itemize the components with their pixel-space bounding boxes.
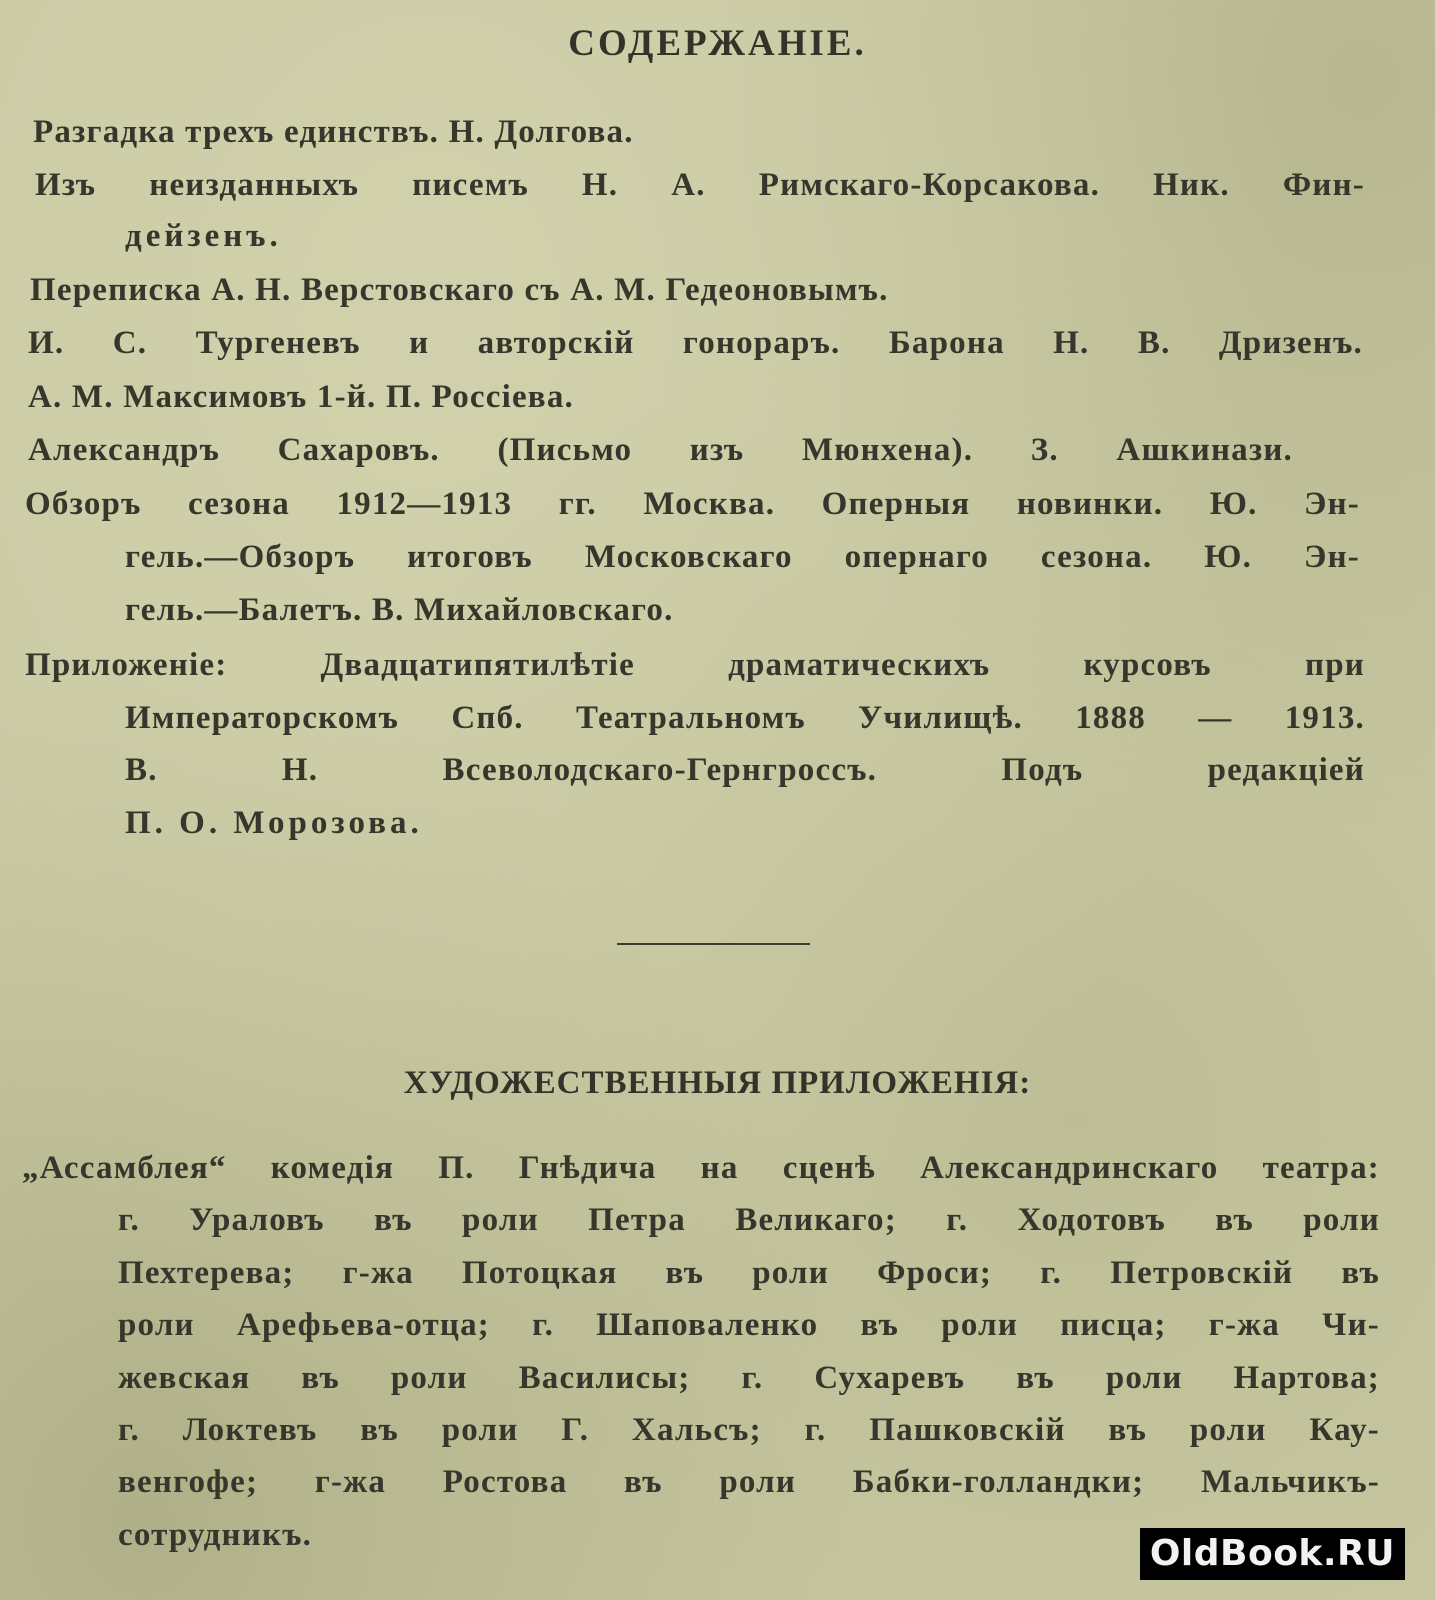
art-supplements-title: ХУДОЖЕСТВЕННЫЯ ПРИЛОЖЕНІЯ: [403, 1065, 1032, 1101]
contents-title: СОДЕРЖАНІЕ. [568, 23, 867, 64]
art-line-3: Пехтерева; г-жа Потоцкая въ роли Фроси; г. Петровскій въ [118, 1255, 1380, 1291]
contents-line-12: Императорскомъ Спб. Театральномъ Училищѣ. 1888 — 1913. [125, 700, 1365, 736]
contents-line-1: Разгадка трехъ единствъ. Н. Долгова. [33, 114, 634, 150]
art-line-7: венгофе; г-жа Ростова въ роли Бабки-голландки; Мальчикъ- [118, 1464, 1380, 1500]
contents-line-8: Обзоръ сезона 1912—1913 гг. Москва. Оперныя новинки. Ю. Эн- [25, 486, 1360, 522]
art-line-4: роли Арефьева-отца; г. Шаповаленко въ роли писца; г-жа Чи- [118, 1307, 1380, 1343]
divider-rule [617, 943, 810, 945]
art-line-2: г. Ураловъ въ роли Петра Великаго; г. Ходотовъ въ роли [118, 1202, 1380, 1238]
contents-line-7: Александръ Сахаровъ. (Письмо изъ Мюнхена). З. Ашкинази. [28, 432, 1293, 468]
contents-line-6: А. М. Максимовъ 1-й. П. Россіева. [28, 379, 574, 415]
contents-line-3: дейзенъ. [125, 218, 282, 254]
art-line-8: сотрудникъ. [118, 1517, 313, 1553]
contents-line-5: И. С. Тургеневъ и авторскій гонораръ. Барона Н. В. Дризенъ. [28, 325, 1363, 361]
contents-line-13: В. Н. Всеволодскаго-Гернгроссъ. Подъ редакціей [125, 752, 1365, 788]
art-line-5: жевская въ роли Василисы; г. Сухаревъ въ роли Нартова; [118, 1360, 1380, 1396]
contents-line-11: Приложеніе: Двадцатипятилѣтіе драматическихъ курсовъ при [25, 647, 1365, 683]
contents-line-10: гель.—Балетъ. В. Михайловскаго. [125, 592, 674, 628]
contents-line-4: Переписка А. Н. Верстовскаго съ А. М. Гедеоновымъ. [30, 272, 889, 308]
art-line-1: „Ассамблея“ комедія П. Гнѣдича на сценѣ Александринскаго театра: [22, 1150, 1380, 1186]
contents-line-9: гель.—Обзоръ итоговъ Московскаго опернаго сезона. Ю. Эн- [125, 539, 1360, 575]
contents-line-2: Изъ неизданныхъ писемъ Н. А. Римскаго-Корсакова. Ник. Фин- [35, 167, 1365, 203]
contents-line-14: П. О. Морозова. [125, 805, 423, 841]
art-line-6: г. Локтевъ въ роли Г. Хальсъ; г. Пашковскій въ роли Кау- [118, 1412, 1380, 1448]
watermark-logo: OldBook.RU [1140, 1528, 1405, 1580]
